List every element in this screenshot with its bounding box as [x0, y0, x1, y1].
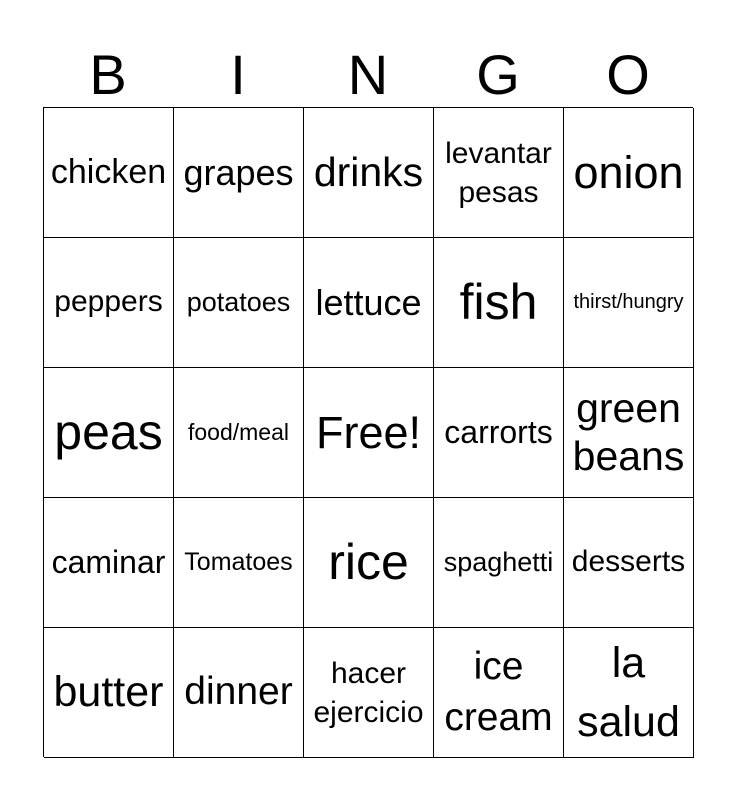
cell-text: hacer ejercicio [313, 656, 424, 729]
bingo-cell[interactable] [434, 368, 564, 498]
cell-text: peppers [54, 285, 163, 319]
cell-text: butter [53, 667, 164, 716]
bingo-cell[interactable] [564, 368, 694, 498]
cell-text: levantar pesas [445, 136, 552, 209]
bingo-cell[interactable] [174, 238, 304, 368]
bingo-cell[interactable] [44, 368, 174, 498]
cell-text: carrorts [444, 414, 553, 451]
cell-text: Free! [315, 406, 422, 458]
bingo-cell[interactable] [304, 238, 434, 368]
bingo-board [43, 107, 693, 757]
cell-text: onion [573, 146, 684, 198]
bingo-cell[interactable] [174, 368, 304, 498]
cell-text: lettuce [315, 281, 422, 323]
cell-text: thirst/hungry [573, 291, 684, 313]
cell-text: green beans [572, 385, 685, 479]
cell-text: food/meal [187, 419, 289, 446]
cell-text: dinner [184, 670, 293, 714]
header-letter-i: I [230, 43, 246, 106]
bingo-cell[interactable] [434, 108, 564, 238]
cell-text: spaghetti [443, 546, 554, 577]
bingo-cell[interactable] [304, 368, 434, 498]
bingo-cell[interactable] [564, 498, 694, 628]
bingo-cell[interactable] [434, 498, 564, 628]
bingo-cell[interactable] [44, 628, 174, 758]
cell-text: ice cream [444, 644, 553, 739]
cell-text: Tomatoes [184, 548, 293, 577]
cell-text: desserts [571, 545, 686, 579]
header-letter-g: G [476, 43, 520, 106]
bingo-cell[interactable] [304, 498, 434, 628]
cell-text: fish [459, 273, 538, 330]
cell-text: rice [328, 533, 409, 590]
cell-text: peas [54, 403, 163, 460]
bingo-cell[interactable] [564, 108, 694, 238]
bingo-cell[interactable] [44, 238, 174, 368]
header-letter-n: N [347, 43, 389, 106]
bingo-cell[interactable] [434, 628, 564, 758]
bingo-cell[interactable] [564, 238, 694, 368]
bingo-header [43, 44, 693, 106]
cell-text: grapes [183, 151, 294, 193]
bingo-cell[interactable] [44, 108, 174, 238]
bingo-cell[interactable] [304, 108, 434, 238]
bingo-cell[interactable] [304, 628, 434, 758]
bingo-cell[interactable] [434, 238, 564, 368]
header-letter-b: B [89, 43, 127, 106]
bingo-cell[interactable] [174, 108, 304, 238]
cell-text: potatoes [186, 286, 291, 317]
bingo-cell[interactable] [44, 498, 174, 628]
cell-text: drinks [313, 148, 424, 195]
cell-text: caminar [51, 544, 166, 581]
bingo-cell[interactable] [564, 628, 694, 758]
bingo-cell[interactable] [174, 628, 304, 758]
cell-text: la salud [577, 639, 680, 746]
cell-text: chicken [50, 152, 167, 191]
bingo-cell[interactable] [174, 498, 304, 628]
header-letter-o: O [606, 43, 650, 106]
